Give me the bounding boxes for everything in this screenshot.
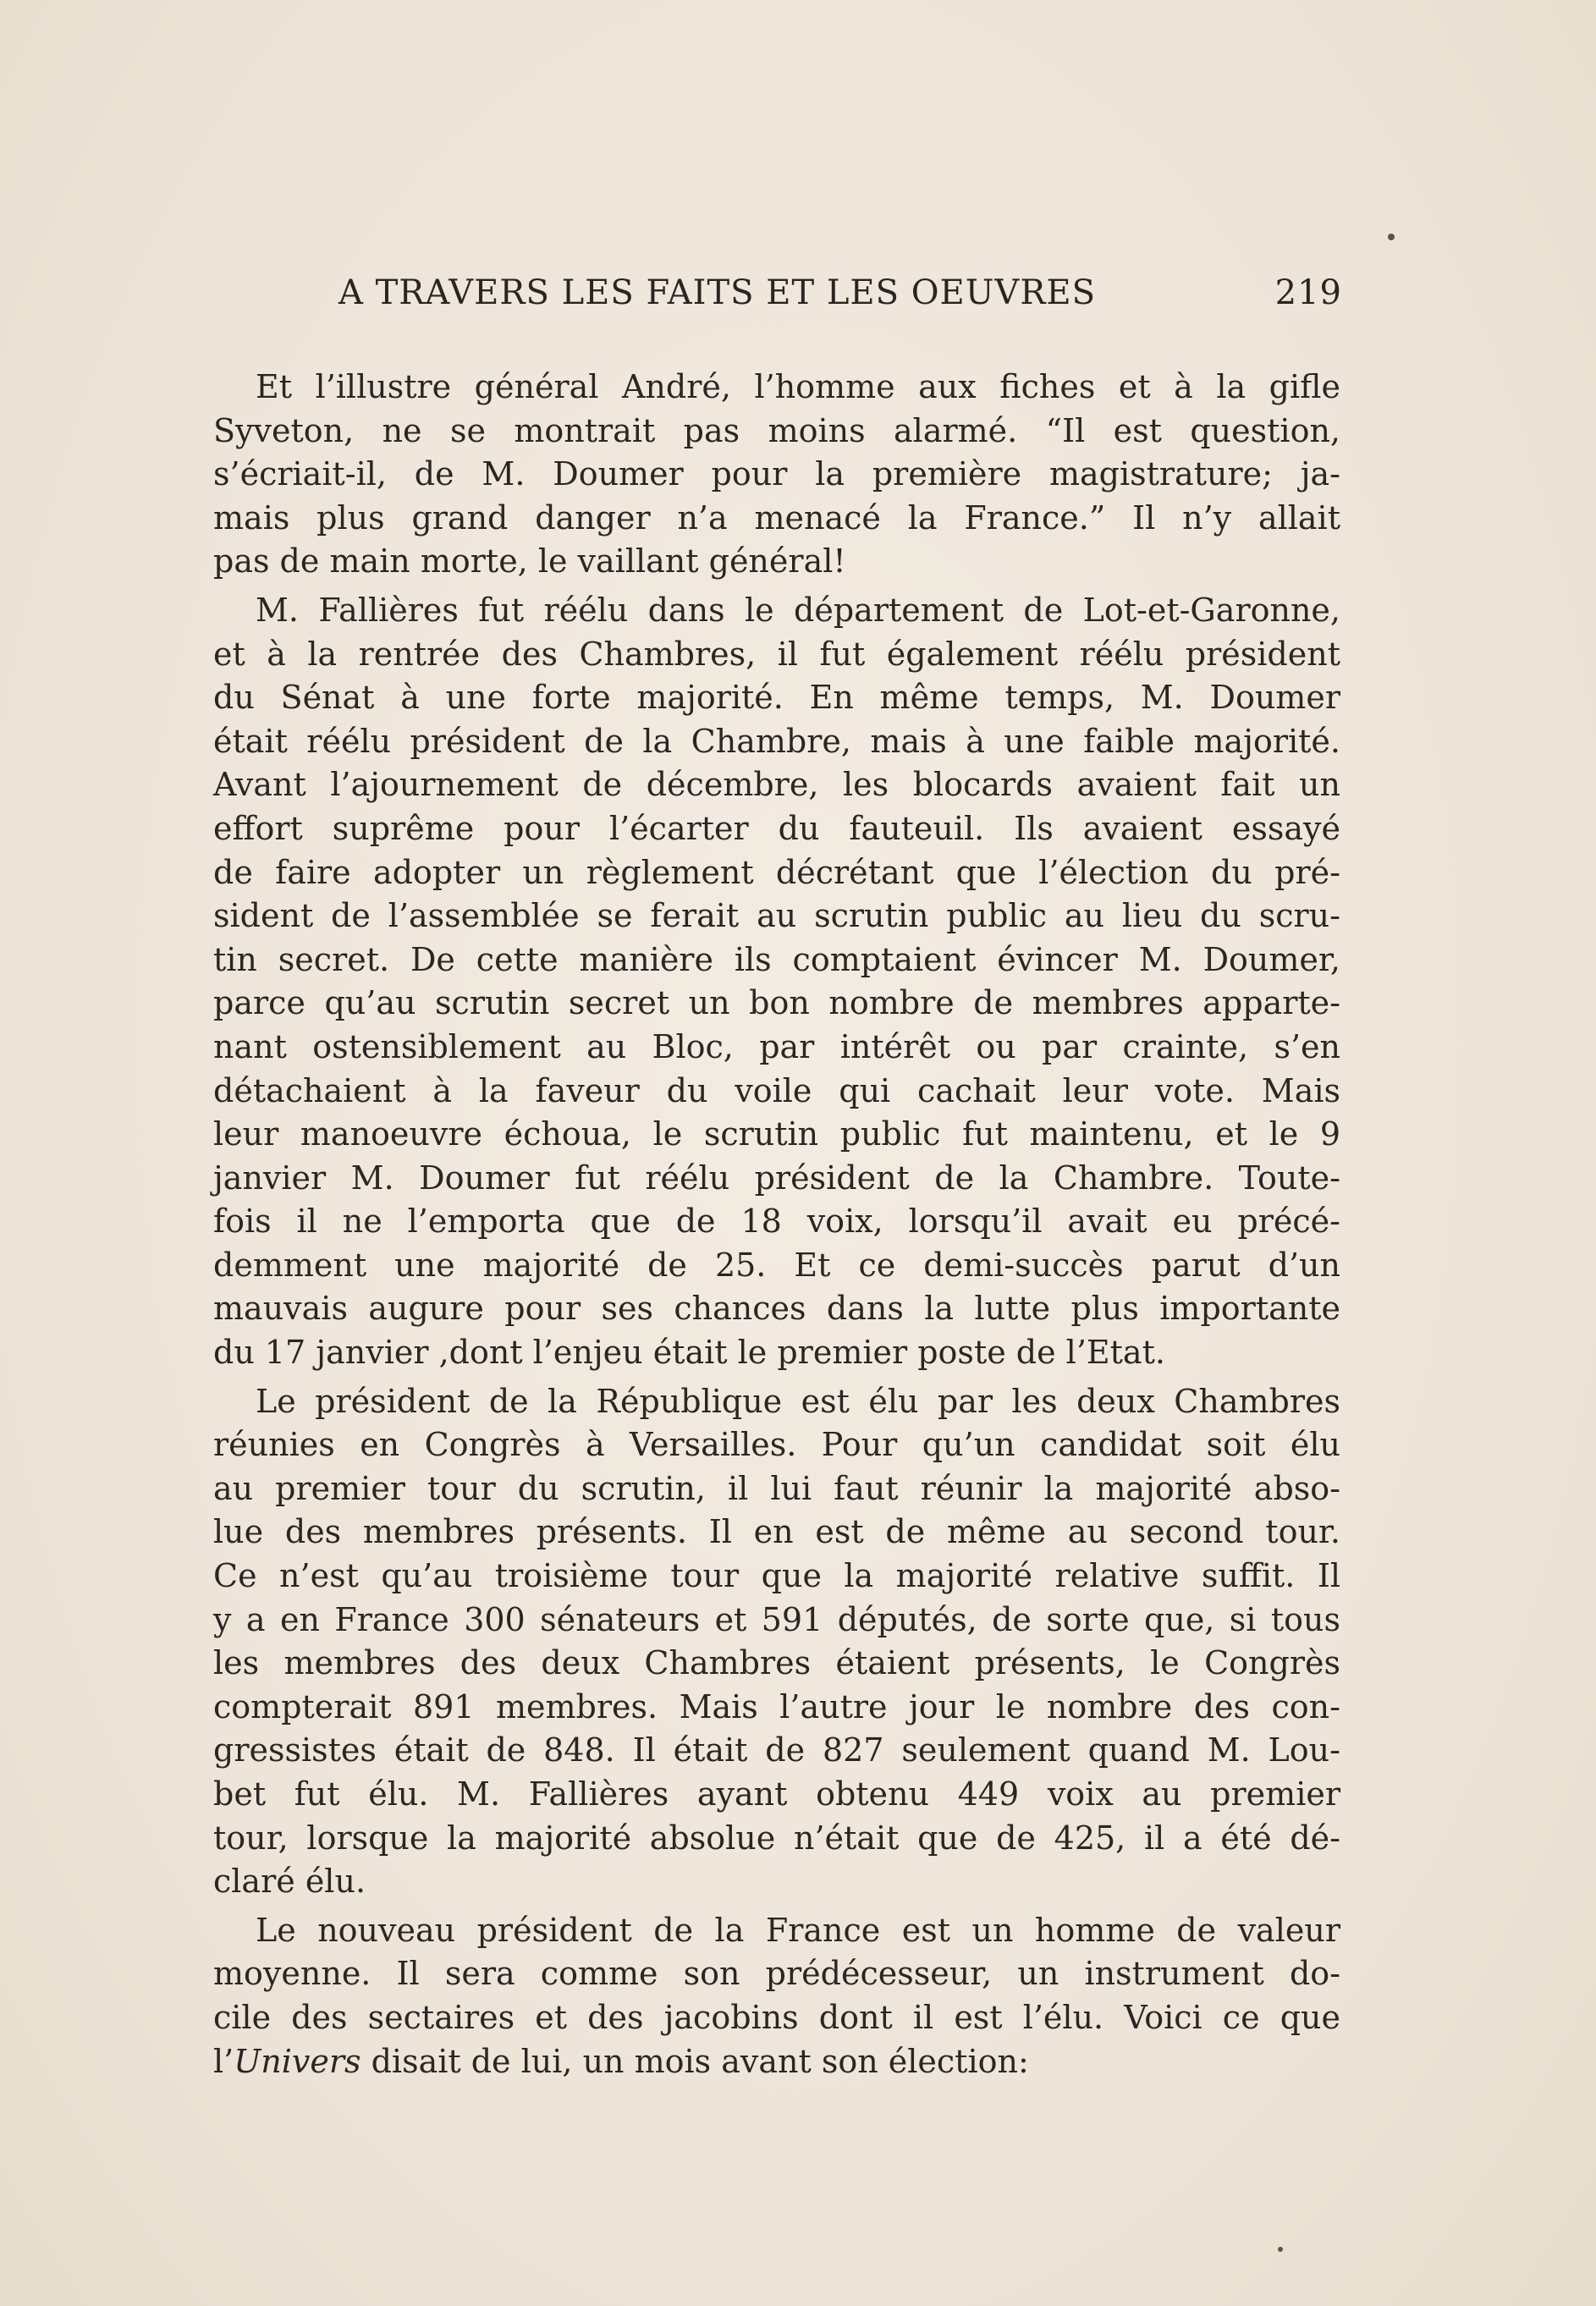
text-line: mais plus grand danger n’a menacé la France.” Il n’y allait bbox=[213, 498, 1340, 537]
text-line: Syveton, ne se montrait pas moins alarmé. “Il est question, bbox=[213, 411, 1340, 449]
paragraph bbox=[213, 589, 1340, 1375]
text-line: parce qu’au scrutin secret un bon nombre de membres apparte- bbox=[213, 984, 1340, 1022]
text-line: sident de l’assemblée se ferait au scrutin public au lieu du scru- bbox=[213, 897, 1340, 935]
text-line: bet fut élu. M. Fallières ayant obtenu 449 voix au premier bbox=[213, 1775, 1340, 1813]
text-line: Le président de la République est élu par les deux Chambres bbox=[256, 1382, 1340, 1420]
text-line: fois il ne l’emporta que de 18 voix, lorsqu’il avait eu précé- bbox=[213, 1203, 1340, 1241]
running-header bbox=[338, 273, 1342, 324]
text-line: Ce n’est qu’au troisième tour que la majorité relative suffit. Il bbox=[213, 1557, 1340, 1595]
text-line: mauvais augure pour ses chances dans la lutte plus importante bbox=[213, 1290, 1340, 1328]
text-line: réunies en Congrès à Versailles. Pour qu’un candidat soit élu bbox=[213, 1426, 1340, 1464]
text-line: janvier M. Doumer fut réélu président de la Chambre. Toute- bbox=[213, 1159, 1340, 1197]
text-line: moyenne. Il sera comme son prédécesseur, un instrument do- bbox=[213, 1955, 1340, 1993]
text-line: nant ostensiblement au Bloc, par intérêt ou par crainte, s’en bbox=[213, 1027, 1340, 1065]
ink-speck bbox=[1388, 234, 1395, 240]
text-line: du 17 janvier ,dont l’enjeu était le premier poste de l’Etat. bbox=[213, 1334, 1165, 1372]
text-line: au premier tour du scrutin, il lui faut réunir la majorité abso- bbox=[213, 1469, 1340, 1507]
text-line: s’écriait-il, de M. Doumer pour la première magistrature; ja- bbox=[213, 455, 1340, 493]
text-line: pas de main morte, le vaillant général! bbox=[213, 542, 846, 581]
text-line: les membres des deux Chambres étaient présents, le Congrès bbox=[213, 1644, 1340, 1682]
text-line: effort suprême pour l’écarter du fauteuil. Ils avaient essayé bbox=[213, 809, 1340, 847]
body-text bbox=[213, 366, 1340, 2089]
text-line: Avant l’ajournement de décembre, les blocards avaient fait un bbox=[213, 766, 1340, 804]
text-line: et à la rentrée des Chambres, il fut également réélu président bbox=[213, 635, 1340, 673]
text-line: lue des membres présents. Il en est de même au second tour. bbox=[213, 1513, 1340, 1551]
paragraph bbox=[213, 366, 1340, 584]
text-line: gressistes était de 848. Il était de 827 seulement quand M. Lou- bbox=[213, 1731, 1340, 1769]
text-line: tin secret. De cette manière ils comptaient évincer M. Doumer, bbox=[213, 940, 1340, 978]
text-fragment: disait de lui, un mois avant son élection: bbox=[360, 2042, 1029, 2080]
text-line bbox=[213, 2040, 1340, 2084]
text-line: était réélu président de la Chambre, mais à une faible majorité. bbox=[213, 722, 1340, 760]
paragraph bbox=[213, 1380, 1340, 1904]
text-line: cile des sectaires et des jacobins dont il est l’élu. Voici ce que bbox=[213, 1998, 1340, 2036]
text-line: claré élu. bbox=[213, 1863, 366, 1901]
paragraph bbox=[213, 1909, 1340, 2083]
text-fragment: l’ bbox=[213, 2042, 234, 2080]
publication-title: Univers bbox=[234, 2042, 361, 2080]
ink-speck bbox=[1278, 2247, 1283, 2252]
page-number: 219 bbox=[1274, 273, 1342, 312]
text-line: tour, lorsque la majorité absolue n’était que de 425, il a été dé- bbox=[213, 1819, 1340, 1857]
text-line: y a en France 300 sénateurs et 591 députés, de sorte que, si tous bbox=[213, 1600, 1340, 1638]
text-line: détachaient à la faveur du voile qui cachait leur vote. Mais bbox=[213, 1071, 1340, 1109]
text-line: Et l’illustre général André, l’homme aux fiches et à la gifle bbox=[256, 368, 1340, 405]
text-line: M. Fallières fut réélu dans le département de Lot-et-Garonne, bbox=[256, 591, 1340, 629]
text-line: Le nouveau président de la France est un homme de valeur bbox=[256, 1911, 1340, 1949]
text-line: demment une majorité de 25. Et ce demi-succès parut d’un bbox=[213, 1246, 1340, 1284]
text-line: compterait 891 membres. Mais l’autre jour le nombre des con- bbox=[213, 1687, 1340, 1725]
text-line: de faire adopter un règlement décrétant que l’élection du pré- bbox=[213, 853, 1340, 891]
text-line: du Sénat à une forte majorité. En même temps, M. Doumer bbox=[213, 679, 1340, 717]
running-title: A TRAVERS LES FAITS ET LES OEUVRES bbox=[338, 273, 1097, 312]
text-line: leur manoeuvre échoua, le scrutin public fut maintenu, et le 9 bbox=[213, 1115, 1340, 1153]
